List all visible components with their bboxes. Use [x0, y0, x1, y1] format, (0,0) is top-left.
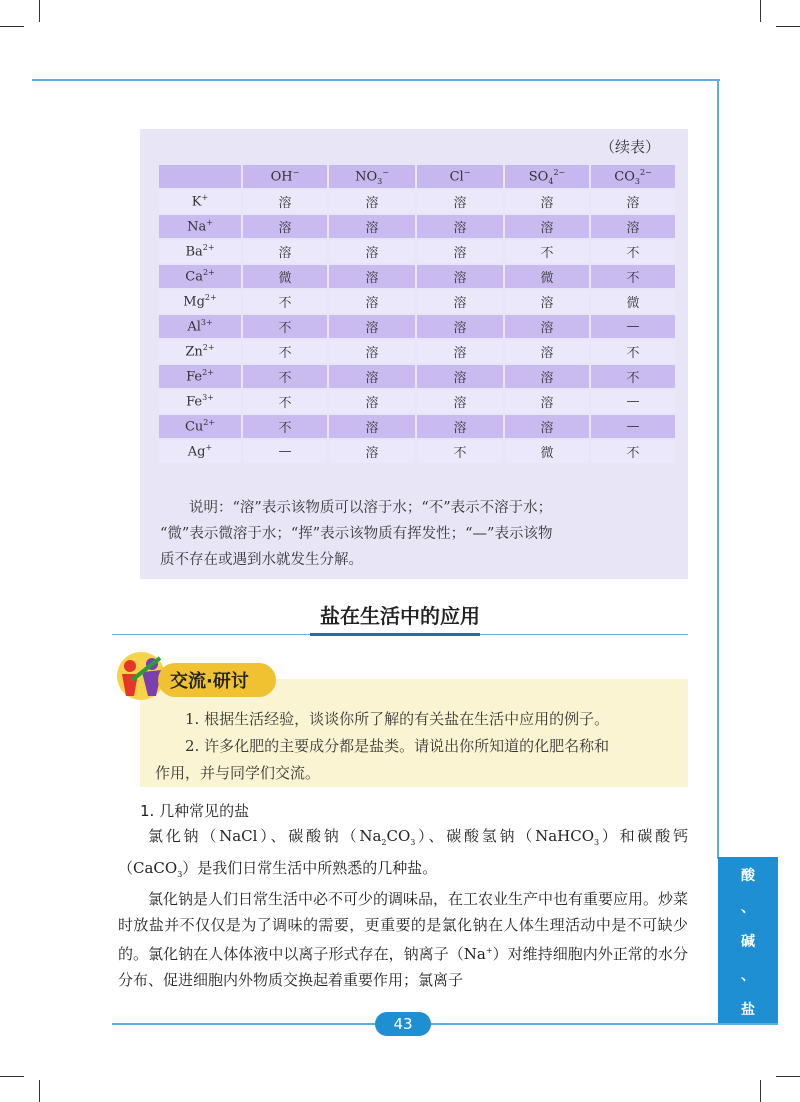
table-row [159, 440, 675, 463]
note-line: 说明：“溶”表示该物质可以溶于水；“不”表示不溶于水； [189, 500, 553, 516]
column-header: $CO_3^{2-}$ [591, 165, 675, 188]
table-cell: 溶 [329, 240, 415, 263]
paragraph: 氯化钠是人们日常生活中必不可少的调味品，在工农业生产中也有重要应用。炒菜时放盐并不仅仅是为了调味的需要，更重要的是氯化钠在人体生理活动中是不可缺少的。氯化钠在人体体液中以离子形式存在，钠离子（Na+）对维持细胞内外正常的水分分布、促进细胞内外物质交换起着重要作用；氯离子 [118, 890, 689, 989]
table-cell: 溶 [505, 340, 589, 363]
discussion-item: 作用，并与同学们交流。 [155, 764, 321, 782]
table-cell: 微 [505, 265, 589, 288]
row-header: $Fe^{2+}$ [159, 365, 241, 388]
column-header: $SO_4^{2-}$ [505, 165, 589, 188]
row-header: $Cu^{2+}$ [159, 415, 241, 438]
table-cell: 溶 [417, 265, 503, 288]
footer-rule [112, 1023, 778, 1025]
table-cell: 溶 [505, 365, 589, 388]
table-cell: 不 [417, 440, 503, 463]
column-header: Cl− [417, 165, 503, 188]
table-cell: — [591, 315, 675, 338]
chapter-tab-char: 、 [741, 968, 755, 984]
table-cell: 溶 [417, 290, 503, 313]
table-row [159, 190, 675, 213]
table-cell: 不 [591, 365, 675, 388]
crop-mark [39, 0, 40, 22]
table-cell: 溶 [417, 215, 503, 238]
body-text [118, 824, 688, 993]
crop-mark [760, 0, 761, 22]
table-cell: 溶 [329, 440, 415, 463]
row-header: $Fe^{3+}$ [159, 390, 241, 413]
table-cell: 溶 [329, 340, 415, 363]
margin-rule [717, 79, 719, 859]
table-row [159, 265, 675, 288]
table-cell: 溶 [329, 315, 415, 338]
section-rule-accent [310, 633, 480, 636]
row-header: $Mg^{2+}$ [159, 290, 241, 313]
crop-mark [776, 1076, 800, 1077]
discussion-badge-label: 交流·研讨 [170, 671, 249, 692]
row-header: $Al^{3+}$ [159, 315, 241, 338]
table-cell: 溶 [329, 190, 415, 213]
row-header: Ag+ [159, 440, 241, 463]
table-row [159, 240, 675, 263]
chapter-tab-char: 酸 [741, 868, 755, 884]
table-cell: 不 [243, 390, 327, 413]
chapter-tab-char: 盐 [741, 1002, 755, 1018]
table-cell: 溶 [591, 215, 675, 238]
table-row [159, 215, 675, 238]
table-note [160, 495, 675, 573]
table-row [159, 340, 675, 363]
table-row [159, 290, 675, 313]
table-cell: — [591, 415, 675, 438]
table-cell: 不 [591, 240, 675, 263]
solubility-table [157, 163, 677, 465]
row-header: $Zn^{2+}$ [159, 340, 241, 363]
note-line: “微”表示微溶于水；“挥”表示该物质有挥发性；“—”表示该物 [160, 526, 553, 542]
table-cell: 溶 [243, 240, 327, 263]
table-cell: 溶 [417, 190, 503, 213]
table-row [159, 415, 675, 438]
table-cell: 溶 [505, 190, 589, 213]
row-header: $Ca^{2+}$ [159, 265, 241, 288]
table-cell: 溶 [243, 190, 327, 213]
section-title: 盐在生活中的应用 [320, 604, 480, 628]
subheading: 1. 几种常见的盐 [140, 802, 250, 820]
table-cell: 溶 [505, 390, 589, 413]
page-number: 43 [375, 1012, 431, 1036]
table-cell: 溶 [417, 240, 503, 263]
table-cell: — [591, 390, 675, 413]
column-header: OH− [243, 165, 327, 188]
row-header: K+ [159, 190, 241, 213]
table-cell: 不 [591, 265, 675, 288]
table-row [159, 365, 675, 388]
table-cell: 微 [243, 265, 327, 288]
table-cell: 溶 [417, 340, 503, 363]
crop-mark [39, 1080, 40, 1102]
discussion-text [155, 706, 675, 787]
table-cell: 不 [243, 415, 327, 438]
table-cell: 微 [505, 440, 589, 463]
table-cell: 溶 [329, 365, 415, 388]
table-cell: 溶 [505, 215, 589, 238]
table-cell: 溶 [329, 390, 415, 413]
chapter-tab [718, 857, 778, 1025]
table-cell: 不 [243, 365, 327, 388]
header-rule [32, 79, 720, 81]
paragraph: 氯化钠（NaCl）、碳酸钠$(Na_2CO_3)$、碳酸氢钠（NaHCO$_3$）和碳酸钙（CaCO$_3$）是我们日常生活中所熟悉的几种盐。 [118, 827, 688, 879]
table-cell: 溶 [417, 315, 503, 338]
table-row [159, 390, 675, 413]
table-cell: 溶 [417, 390, 503, 413]
table-cell: 溶 [243, 215, 327, 238]
table-row [159, 315, 675, 338]
chapter-tab-char: 、 [741, 900, 755, 916]
table-cell: 不 [505, 240, 589, 263]
table-cell: 不 [243, 290, 327, 313]
note-line: 质不存在或遇到水就发生分解。 [160, 552, 363, 568]
table-cell: 溶 [329, 265, 415, 288]
discussion-item: 2. 许多化肥的主要成分都是盐类。请说出你所知道的化肥名称和 [185, 737, 610, 755]
table-cell: 溶 [329, 290, 415, 313]
table-cell: 溶 [505, 290, 589, 313]
table-cell: 不 [591, 440, 675, 463]
table-cell: 不 [591, 340, 675, 363]
table-cell: 微 [591, 290, 675, 313]
crop-mark [776, 26, 800, 27]
table-header-row [159, 165, 675, 188]
table-cell: 溶 [329, 415, 415, 438]
discussion-item: 1. 根据生活经验，谈谈你所了解的有关盐在生活中应用的例子。 [185, 710, 610, 728]
table-cell: 溶 [505, 315, 589, 338]
row-header: $Ba^{2+}$ [159, 240, 241, 263]
chapter-tab-char: 碱 [741, 934, 755, 950]
table-cell: 溶 [591, 190, 675, 213]
row-header: Na+ [159, 215, 241, 238]
continued-label: （续表） [600, 138, 661, 156]
table-cell: 不 [243, 340, 327, 363]
crop-mark [0, 1076, 24, 1077]
table-cell: 溶 [505, 415, 589, 438]
table-cell: 溶 [417, 365, 503, 388]
corner-cell [159, 165, 241, 188]
crop-mark [0, 26, 24, 27]
crop-mark [760, 1080, 761, 1102]
table-cell: — [243, 440, 327, 463]
table-cell: 溶 [329, 215, 415, 238]
table-cell: 溶 [417, 415, 503, 438]
table-cell: 不 [243, 315, 327, 338]
column-header: $NO_3^-$ [329, 165, 415, 188]
